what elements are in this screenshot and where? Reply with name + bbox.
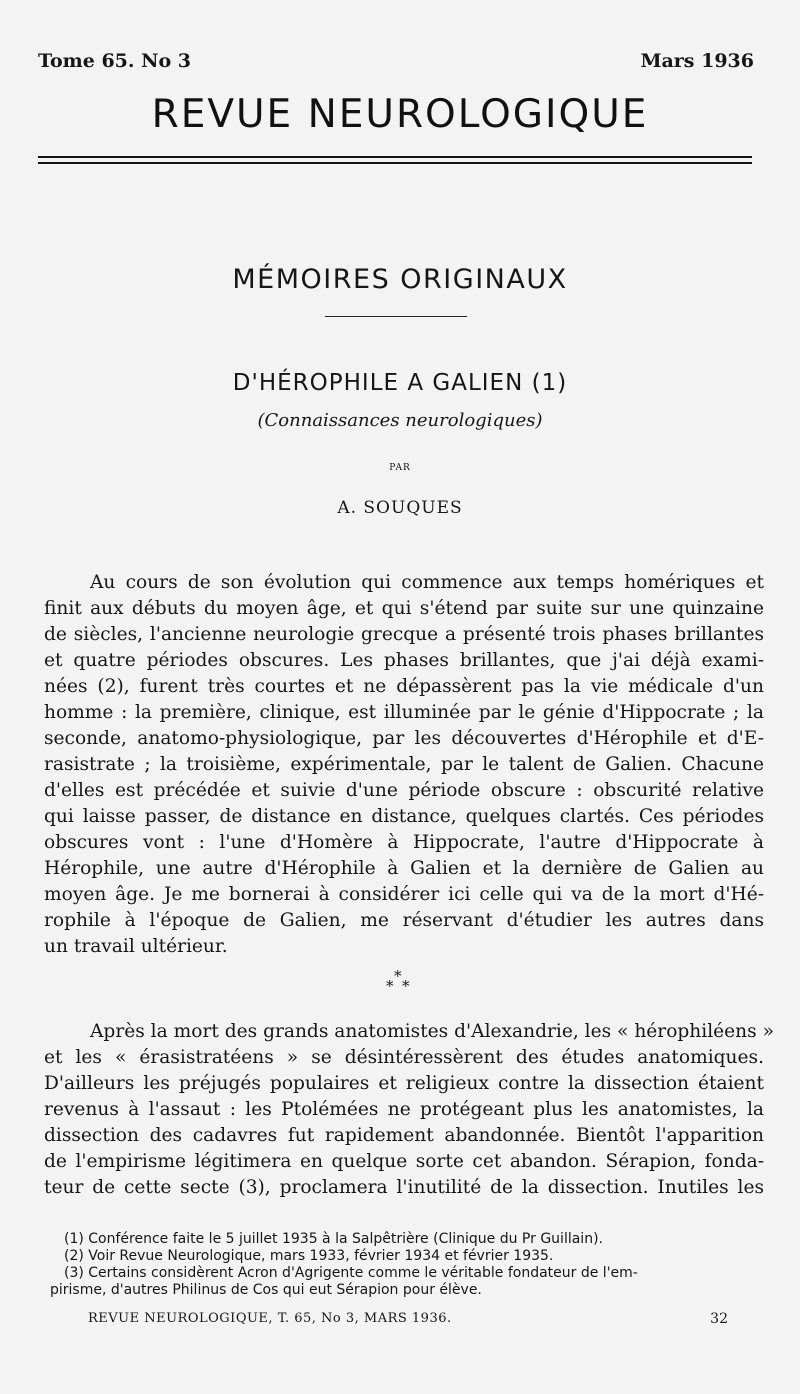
text-line: rophile à l'époque de Galien, me réservant d'étudier les autres dans bbox=[44, 910, 764, 931]
issue-date: Mars 1936 bbox=[640, 50, 754, 72]
page-footer-citation: REVUE NEUROLOGIQUE, T. 65, No 3, MARS 1936. bbox=[88, 1311, 452, 1326]
text-line: moyen âge. Je me bornerai à considérer ici celle qui va de la mort d'Hé- bbox=[44, 884, 764, 905]
footnote-3: (3) Certains considèrent Acron d'Agrigente comme le véritable fondateur de l'em- bbox=[64, 1265, 638, 1281]
text-line: revenus à l'assaut : les Ptolémées ne protégeant plus les anatomistes, la bbox=[44, 1099, 764, 1120]
article-subtitle: (Connaissances neurologiques) bbox=[257, 410, 543, 431]
text-line: D'ailleurs les préjugés populaires et religieux contre la dissection étaient bbox=[44, 1073, 764, 1094]
text-line: d'elles est précédée et suivie d'une période obscure : obscurité relative bbox=[44, 780, 764, 801]
journal-title: REVUE NEUROLOGIQUE bbox=[151, 92, 649, 137]
text-line: homme : la première, clinique, est illuminée par le génie d'Hippocrate ; la bbox=[44, 702, 764, 723]
text-line: Au cours de son évolution qui commence aux temps homériques et bbox=[90, 572, 764, 593]
text-line: et les « érasistratéens » se désintéressèrent des études anatomiques. bbox=[44, 1047, 764, 1068]
page-number: 32 bbox=[710, 1311, 728, 1327]
section-divider bbox=[325, 316, 467, 317]
text-line: un travail ultérieur. bbox=[44, 936, 228, 957]
text-line: seconde, anatomo-physiologique, par les découvertes d'Hérophile et d'E- bbox=[44, 728, 764, 749]
text-line: finit aux débuts du moyen âge, et qui s'étend par suite sur une quinzaine bbox=[44, 598, 764, 619]
article-author: A. SOUQUES bbox=[337, 498, 463, 518]
footnote-3-continued: pirisme, d'autres Philinus de Cos qui eut Sérapion pour élève. bbox=[50, 1282, 482, 1298]
text-line: nées (2), furent très courtes et ne dépassèrent pas la vie médicale d'un bbox=[44, 676, 764, 697]
text-line: teur de cette secte (3), proclamera l'inutilité de la dissection. Inutiles les bbox=[44, 1177, 764, 1198]
text-line: Hérophile, une autre d'Hérophile à Galien et la dernière de Galien au bbox=[44, 858, 764, 879]
article-title: D'HÉROPHILE A GALIEN (1) bbox=[232, 370, 568, 396]
text-line: et quatre périodes obscures. Les phases brillantes, que j'ai déjà exami- bbox=[44, 650, 764, 671]
text-line: rasistrate ; la troisième, expérimentale, par le talent de Galien. Chacune bbox=[44, 754, 764, 775]
volume-number: Tome 65. No 3 bbox=[38, 50, 191, 72]
text-line: dissection des cadavres fut rapidement abandonnée. Bientôt l'apparition bbox=[44, 1125, 764, 1146]
footnote-1: (1) Conférence faite le 5 juillet 1935 à la Salpêtrière (Clinique du Pr Guillain). bbox=[64, 1231, 603, 1247]
title-rule-bottom bbox=[38, 162, 752, 164]
text-line: de siècles, l'ancienne neurologie grecque a présenté trois phases brillantes bbox=[44, 624, 764, 645]
section-title: MÉMOIRES ORIGINAUX bbox=[232, 264, 568, 295]
byline-par: PAR bbox=[389, 463, 411, 473]
footnote-2: (2) Voir Revue Neurologique, mars 1933, février 1934 et février 1935. bbox=[64, 1248, 554, 1264]
text-line: de l'empirisme légitimera en quelque sorte cet abandon. Sérapion, fonda- bbox=[44, 1151, 764, 1172]
text-line: Après la mort des grands anatomistes d'Alexandrie, les « hérophiléens » bbox=[90, 1021, 774, 1042]
text-line: qui laisse passer, de distance en distance, quelques clartés. Ces périodes bbox=[44, 806, 764, 827]
title-rule-top bbox=[38, 156, 752, 158]
section-break-asterisks: * * * bbox=[386, 967, 410, 995]
text-line: obscures vont : l'une d'Homère à Hippocrate, l'autre d'Hippocrate à bbox=[44, 832, 764, 853]
